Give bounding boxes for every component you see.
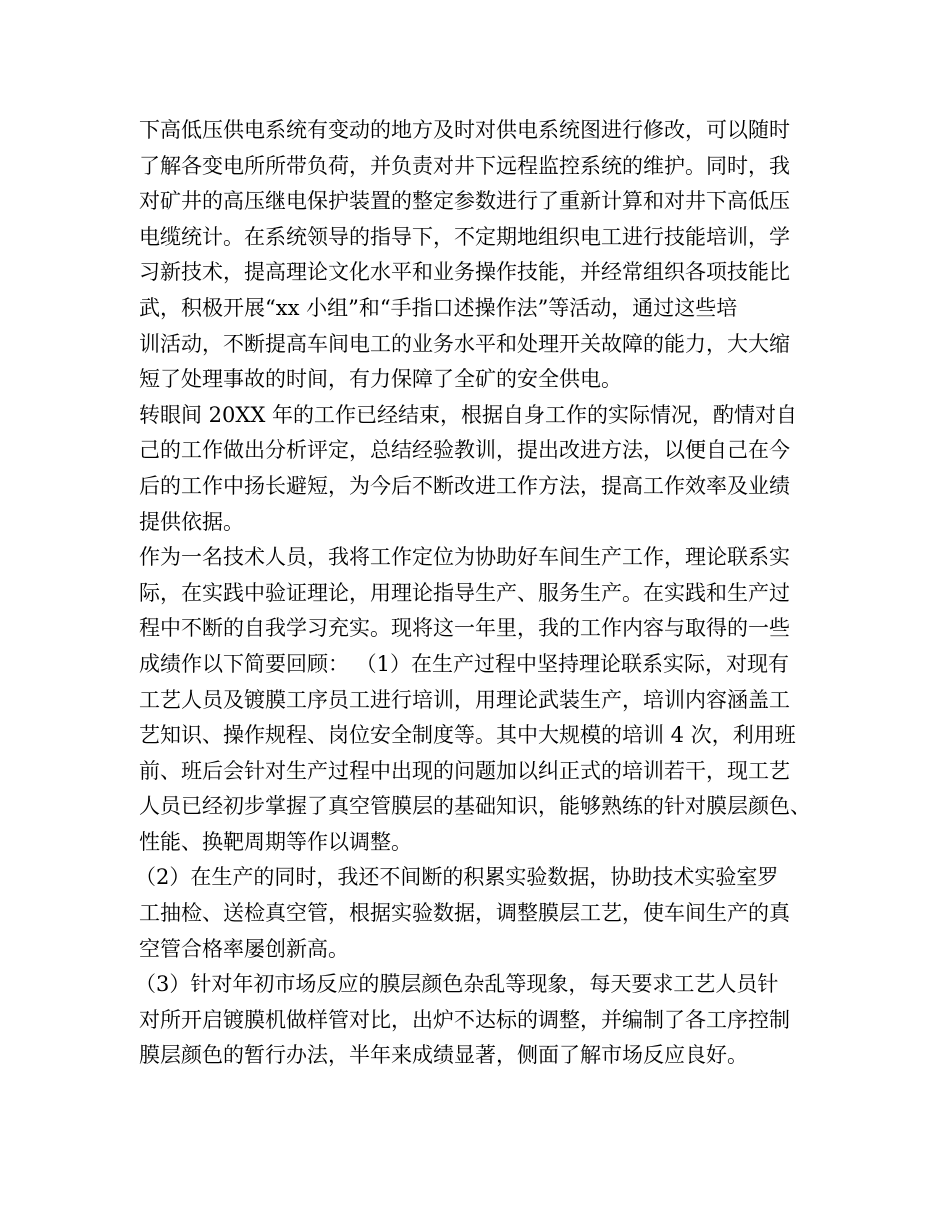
- text-line: 武，积极开展“xx 小组”和“手指口述操作法”等活动，通过这些培: [139, 295, 738, 320]
- text-line: 对矿井的高压继电保护装置的整定参数进行了重新计算和对井下高低压: [139, 189, 790, 214]
- text-line: 工艺人员及镀膜工序员工进行培训，用理论武装生产，培训内容涵盖工: [139, 687, 790, 712]
- text-line: 作为一名技术人员，我将工作定位为协助好车间生产工作，理论联系实: [139, 545, 790, 570]
- text-line: 膜层颜色的暂行办法，半年来成绩显著，侧面了解市场反应良好。: [139, 1043, 748, 1068]
- text-line: 人员已经初步掌握了真空管膜层的基础知识，能够熟练的针对膜层颜色、: [139, 794, 811, 819]
- text-line: 性能、换靶周期等作以调整。: [139, 829, 412, 854]
- text-line: （2）在生产的同时，我还不间断的积累实验数据，协助技术实验室罗: [135, 865, 779, 890]
- text-line: 程中不断的自我学习充实。现将这一年里，我的工作内容与取得的一些: [139, 616, 790, 641]
- text-line: 下高低压供电系统有变动的地方及时对供电系统图进行修改，可以随时: [139, 118, 790, 142]
- text-line: 成绩作以下简要回顾： （1）在生产过程中坚持理论联系实际，对现有: [139, 651, 790, 676]
- text-line: 短了处理事故的时间，有力保障了全矿的安全供电。: [139, 367, 622, 392]
- text-line: 转眼间 20XX 年的工作已经结束，根据自身工作的实际情况，酌情对自: [139, 402, 797, 427]
- text-line: 了解各变电所所带负荷，并负责对井下远程监控系统的维护。同时，我: [139, 153, 790, 178]
- text-line: 工抽检、送检真空管，根据实验数据，调整膜层工艺，使车间生产的真: [139, 901, 790, 926]
- text-line: 空管合格率屡创新高。: [139, 936, 349, 961]
- text-line: 习新技术，提高理论文化水平和业务操作技能，并经常组织各项技能比: [139, 260, 790, 285]
- text-line: 艺知识、操作规程、岗位安全制度等。其中大规模的培训 4 次，利用班: [139, 723, 796, 748]
- text-line: 际，在实践中验证理论，用理论指导生产、服务生产。在实践和生产过: [139, 580, 790, 605]
- text-line: （3）针对年初市场反应的膜层颜色杂乱等现象，每天要求工艺人员针: [135, 972, 779, 997]
- text-line: 电缆统计。在系统领导的指导下，不定期地组织电工进行技能培训，学: [139, 224, 790, 249]
- text-line: 己的工作做出分析评定，总结经验教训，提出改进方法，以便自己在今: [139, 438, 790, 463]
- text-line: 前、班后会针对生产过程中出现的问题加以纠正式的培训若干，现工艺: [139, 758, 790, 783]
- text-line: 后的工作中扬长避短，为今后不断改进工作方法，提高工作效率及业绩: [139, 473, 790, 498]
- text-line: 训活动，不断提高车间电工的业务水平和处理开关故障的能力，大大缩: [139, 331, 790, 356]
- document-body: [135, 113, 829, 1074]
- text-line: 对所开启镀膜机做样管对比，出炉不达标的调整，并编制了各工序控制: [139, 1007, 790, 1032]
- text-line: 提供依据。: [139, 509, 244, 534]
